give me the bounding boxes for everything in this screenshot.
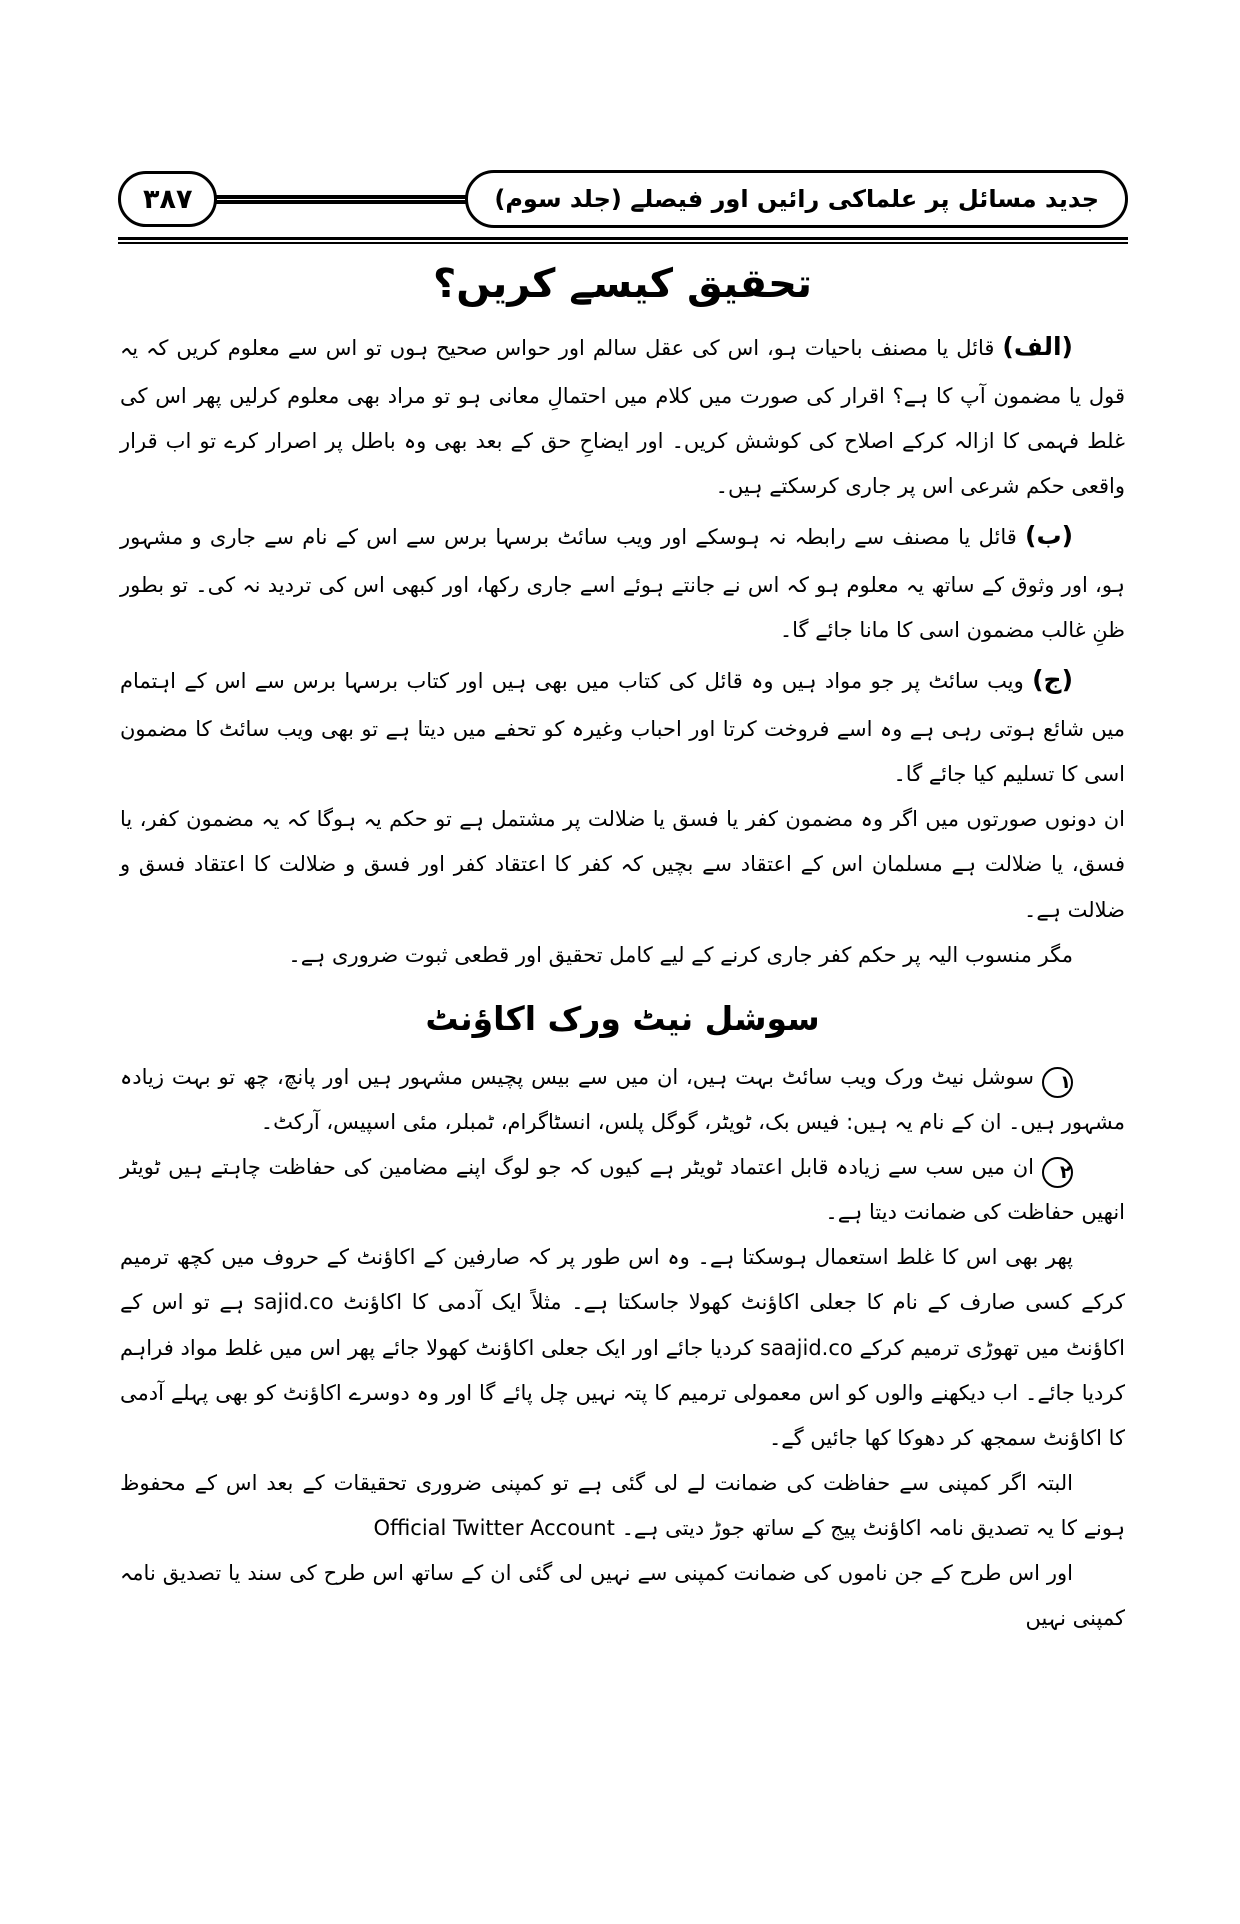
list-item-1-text: سوشل نیٹ ورک ویب سائٹ بہت ہیں، ان میں سے بیس پچیس مشہور ہیں اور پانچ، چھ تو بہت زیادہ مشہور ہیں۔ ان کے نام یہ ہیں: فیس بک، ٹویٹر، گوگل پلس، انسٹاگرام، ٹمبلر، مئی اسپیس، آرکٹ۔ bbox=[120, 1064, 1125, 1134]
list-item-2 bbox=[120, 1145, 1125, 1235]
paragraph-alif-marker: (الف) bbox=[1002, 332, 1073, 361]
page-header bbox=[118, 170, 1128, 228]
paragraph-both-cases: ان دونوں صورتوں میں اگر وہ مضمون کفر یا فسق یا ضلالت پر مشتمل ہے تو حکم یہ ہوگا کہ یہ مضمون کفر، یا فسق، یا ضلالت ہے مسلمان اس کے اعتقاد سے بچیں کہ کفر کا اعتقاد کفر اور فسق و ضلالت کا اعتقاد فسق و ضلالت ہے۔ bbox=[120, 807, 1125, 922]
header-rule bbox=[211, 195, 471, 204]
item-2-number-badge: ۲ bbox=[1042, 1157, 1073, 1188]
page-body bbox=[120, 258, 1125, 1642]
page-number-badge: ۳۸۷ bbox=[118, 171, 217, 227]
list-item-1 bbox=[120, 1055, 1125, 1145]
paragraph-unverified-names: اور اس طرح کے جن ناموں کی ضمانت کمپنی سے نہیں لی گئی ان کے ساتھ اس طرح کی سند یا تصدیق نامہ کمپنی نہیں bbox=[120, 1561, 1125, 1631]
header-divider bbox=[118, 237, 1128, 244]
paragraph-misuse-fake-account: پھر بھی اس کا غلط استعمال ہوسکتا ہے۔ وہ اس طور پر کہ صارفین کے اکاؤنٹ کے حروف میں کچھ ترمیم کرکے کسی صارف کے نام کا جعلی اکاؤنٹ کھولا جاسکتا ہے۔ مثلاً ایک آدمی کا اکاؤنٹ sajid.co ہے تو اس کے اکاؤنٹ میں تھوڑی ترمیم کرکے saajid.co کردیا جائے اور ایک جعلی اکاؤنٹ کھولا جائے پھر اس میں غلط مواد فراہم کردیا جائے۔ اب دیکھنے والوں کو اس معمولی ترمیم کا پتہ نہیں چل پائے گا اور وہ دوسرے اکاؤنٹ کو بھی پہلے آدمی کا اکاؤنٹ سمجھ کر دھوکا کھا جائیں گے۔ bbox=[120, 1245, 1126, 1450]
paragraph-be-text: قائل یا مصنف سے رابطہ نہ ہوسکے اور ویب سائٹ برسہا برس سے اس کے نام سے جاری و مشہور ہو، اور وثوق کے ساتھ یہ معلوم ہو کہ اس نے جانتے ہوئے اسے جاری رکھا، اور کبھی اس کی تردید نہ کی۔ تو بطور ظنِ غالب مضمون اسی کا مانا جائے گا۔ bbox=[120, 525, 1125, 643]
paragraph-alif-text: قائل یا مصنف باحیات ہو، اس کی عقل سالم اور حواس صحیح ہوں تو اس سے معلوم کریں کہ یہ قول یا مضمون آپ کا ہے؟ اقرار کی صورت میں کلام میں احتمالِ معانی ہو تو مراد بھی معلوم کرلیں پھر اس کی غلط فہمی کا ازالہ کرکے اصلاح کی کوشش کریں۔ اور ایضاحِ حق کے بعد بھی وہ باطل پر اصرار کرے تو اب قرار واقعی حکم شرعی اس پر جاری کرسکتے ہیں۔ bbox=[120, 336, 1125, 499]
list-item-2-text: ان میں سب سے زیادہ قابل اعتماد ٹویٹر ہے کیوں کہ جو لوگ اپنے مضامین کی حفاظت چاہتے ہیں ٹویٹر انھیں حفاظت کی ضمانت دیتا ہے۔ bbox=[120, 1154, 1125, 1225]
paragraph-jeem bbox=[120, 653, 1125, 797]
document-page bbox=[0, 170, 1240, 1924]
paragraph-official-twitter-account: البتہ اگر کمپنی سے حفاظت کی ضمانت لے لی گئی ہے تو کمپنی ضروری تحقیقات کے بعد اس کے محفوظ ہونے کا یہ تصدیق نامہ اکاؤنٹ پیج کے ساتھ جوڑ دیتی ہے۔ Official Twitter Account bbox=[120, 1470, 1125, 1541]
paragraph-alif bbox=[120, 320, 1125, 509]
paragraph-be-marker: (ب) bbox=[1025, 521, 1073, 551]
section-heading-social-network-account: سوشل نیٹ ورک اکاؤنٹ bbox=[425, 998, 820, 1038]
chapter-heading-how-to-research: تحقیق کیسے کریں؟ bbox=[433, 261, 812, 307]
item-1-number-badge: ۱ bbox=[1042, 1067, 1073, 1098]
paragraph-jeem-text: ویب سائٹ پر جو مواد ہیں وہ قائل کی کتاب میں بھی ہیں اور کتاب برسہا برس سے اس کے اہتمام میں شائع ہوتی رہی ہے وہ اسے فروخت کرتا اور احباب وغیرہ کو تحفے میں دیتا ہے تو بھی ویب سائٹ کا مضمون اسی کا تسلیم کیا جائے گا۔ bbox=[120, 669, 1125, 787]
book-title-badge: جدید مسائل پر علماکی رائیں اور فیصلے (جلد سوم) bbox=[465, 170, 1128, 228]
paragraph-jeem-marker: (ج) bbox=[1032, 665, 1073, 695]
paragraph-takfir-caution: مگر منسوب الیہ پر حکم کفر جاری کرنے کے لیے کامل تحقیق اور قطعی ثبوت ضروری ہے۔ bbox=[288, 942, 1073, 967]
paragraph-be bbox=[120, 509, 1125, 653]
